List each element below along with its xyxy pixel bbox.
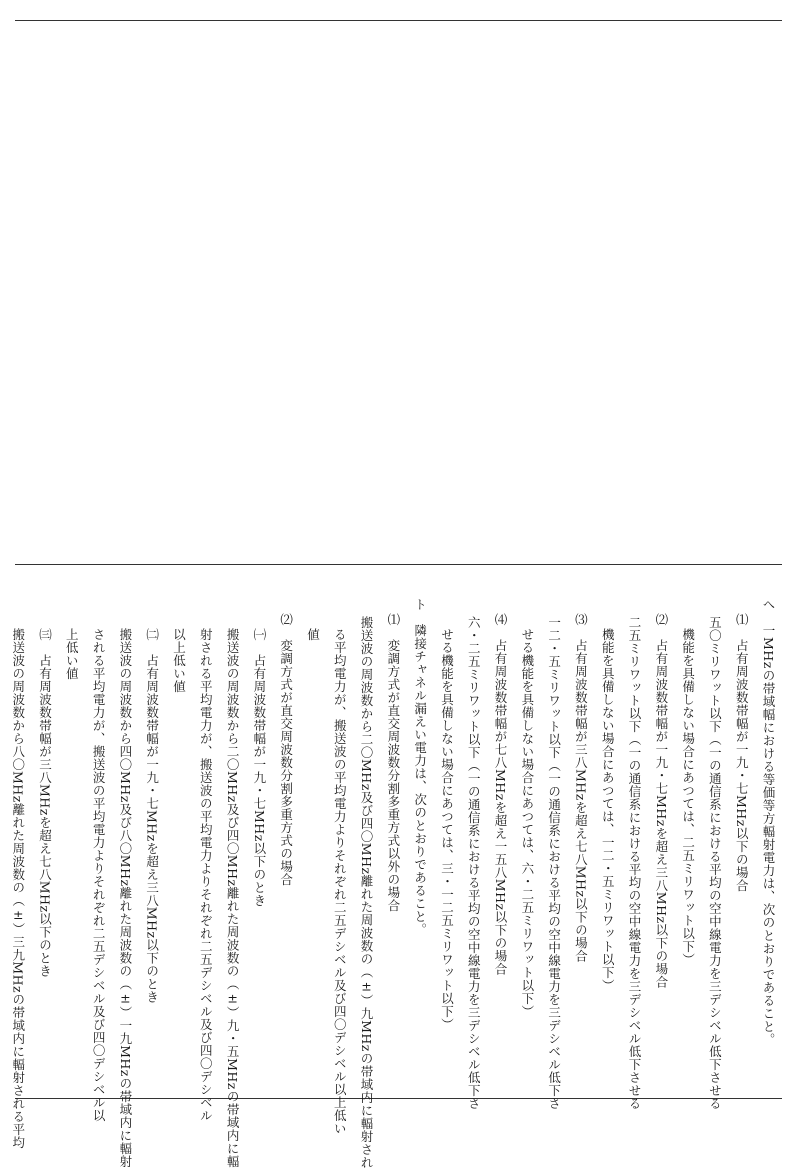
text-line: る平均電力が、搬送波の平均電力よりそれぞれ二五デシベル及び四〇デシベル以上低い [332, 628, 348, 1135]
text-line: せる機能を具備しない場合にあつては、三・一二五ミリワット以下） [439, 628, 455, 1031]
text-line: ㈢ 占有周波数帯幅が三八MHzを超え七八MHz以下のとき [37, 628, 53, 978]
text-line: 五〇ミリワット以下（一の通信系における平均の空中線電力を三デシベル低下させる [707, 615, 723, 1110]
text-line: せる機能を具備しない場合にあつては、六・二五ミリワット以下） [519, 628, 535, 1018]
text-line: ⑶ 占有周波数帯幅が三八MHzを超え七八MHz以下の場合 [573, 613, 589, 963]
text-line: 二五ミリワット以下（一の通信系における平均の空中線電力を三デシベル低下させる [627, 615, 643, 1110]
text-line: ㈡ 占有周波数帯幅が一九・七MHzを超え三八MHz以下のとき [144, 628, 160, 1004]
text-line: ⑴ 占有周波数帯幅が一九・七MHz以下の場合 [734, 613, 750, 892]
text-line: 搬送波の周波数から八〇MHz離れた周波数の（±）三九MHzの帯域内に輻射される平均 [10, 628, 26, 1150]
text-line: 以上低い値 [171, 628, 187, 693]
text-line: ㈠ 占有周波数帯幅が一九・七MHz以下のとき [251, 628, 267, 907]
text-line: へ 一MHzの帯域幅における等価等方輻射電力は、次のとおりであること。 [761, 598, 776, 1046]
text-line: 搬送波の周波数から二〇MHz及び四〇MHz離れた周波数の（±）九・五MHzの帯域内に輻 [225, 628, 241, 1168]
text-line: 機能を具備しない場合にあつては、一二・五ミリワット以下） [600, 628, 616, 992]
middle-rule [15, 564, 782, 565]
text-line: される平均電力が、搬送波の平均電力よりそれぞれ二五デシベル及び四〇デシベル以 [91, 628, 107, 1122]
text-line: 値 [305, 628, 321, 641]
text-line: 六・二五ミリワット以下（一の通信系における平均の空中線電力を三デシベル低下さ [466, 615, 482, 1110]
top-rule [15, 20, 782, 21]
text-line: 射される平均電力が、搬送波の平均電力よりそれぞれ二五デシベル及び四〇デシベル [198, 628, 214, 1122]
text-line: 一二・五ミリワット以下（一の通信系における平均の空中線電力を三デシベル低下さ [546, 615, 562, 1110]
text-line: 搬送波の周波数から四〇MHz及び八〇MHz離れた周波数の（±）一九MHzの帯域内に輻射 [117, 628, 133, 1168]
text-line: 搬送波の周波数から二〇MHz及び四〇MHz離れた周波数の（±）九MHzの帯域内に輻射され [359, 615, 375, 1168]
text-line: ⑴ 変調方式が直交周波数分割多重方式以外の場合 [385, 613, 401, 912]
text-line: ト 隣接チャネル漏えい電力は、次のとおりであること。 [412, 598, 428, 936]
text-line: ⑷ 占有周波数帯幅が七八MHzを超え一五八MHz以下の場合 [493, 613, 509, 976]
text-line: ⑵ 変調方式が直交周波数分割多重方式の場合 [278, 613, 294, 886]
text-line: ⑵ 占有周波数帯幅が一九・七MHzを超え三八MHz以下の場合 [653, 613, 669, 989]
text-line: 上低い値 [64, 628, 80, 680]
vertical-text-body [10, 598, 781, 1168]
text-line: 機能を具備しない場合にあつては、二五ミリワット以下） [680, 628, 696, 966]
